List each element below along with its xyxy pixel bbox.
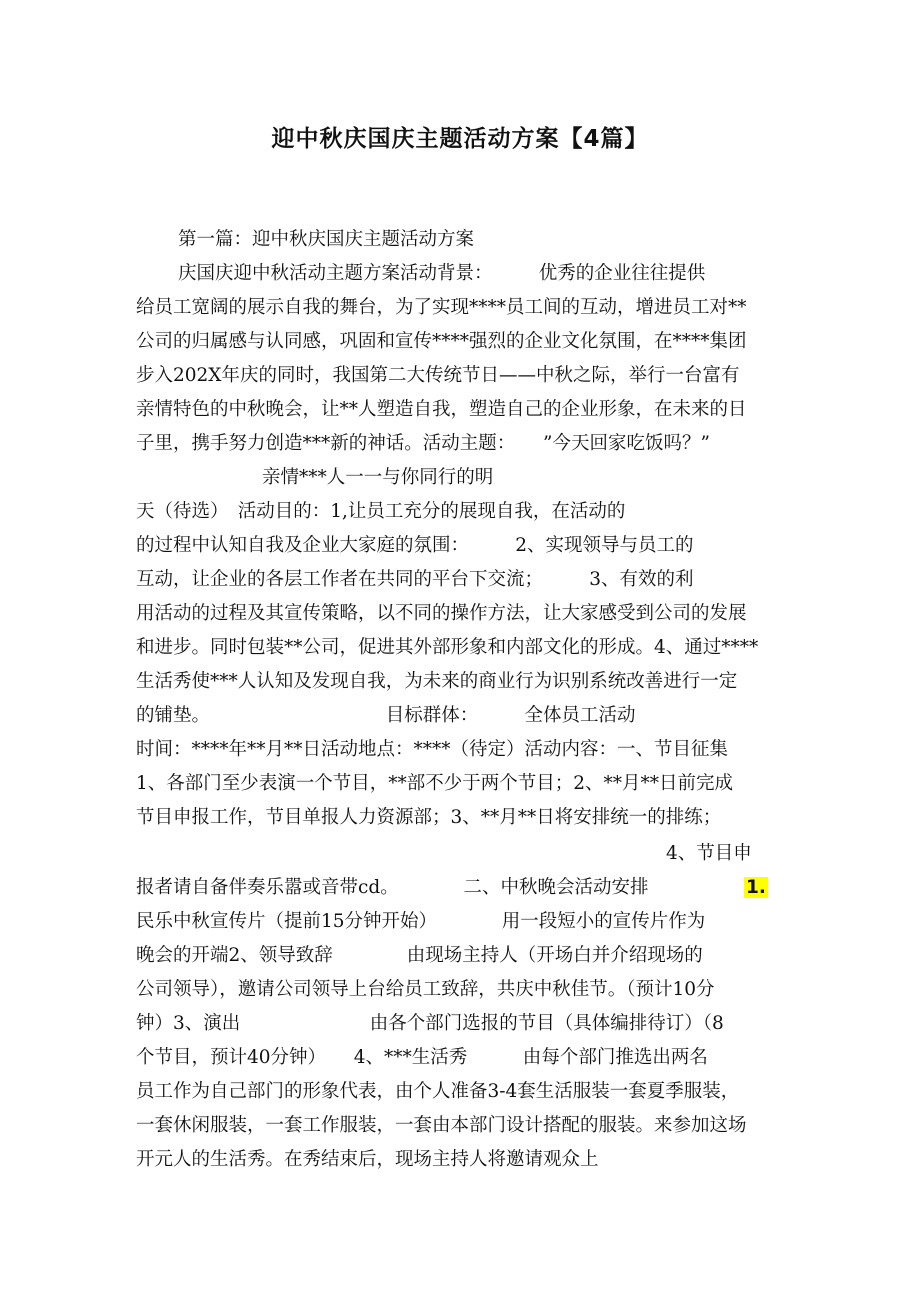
text-line: 给员工宽阔的展示自我的舞台，为了实现****员工间的互动，增进员工对** [136,297,747,318]
highlighted-number: 1. [746,877,766,898]
text-line: 子里，携手努力创造***新的神话。活动主题： ”今天回家吃饭吗？” [136,433,710,454]
text-line: 步入202X年庆的同时，我国第二大传统节日——中秋之际，举行一台富有 [136,365,740,386]
text-line: 庆国庆迎中秋活动主题方案活动背景： 优秀的企业往往提供 [178,263,706,284]
text-line: 报者请自备伴奏乐嚣或音带cd。 二、中秋晚会活动安排 [136,877,649,898]
text-line: 的过程中认知自我及企业大家庭的氛围： 2、实现领导与员工的 [136,535,694,556]
text-line: 钟）3、演出 由各个部门选报的节目（具体编排待订）（8 [136,1013,724,1034]
text-line: 时间：****年**月**日活动地点：****（待定）活动内容：一、节目征集 [136,739,729,760]
text-line: 用活动的过程及其宣传策略，以不同的操作方法，让大家感受到公司的发展 [136,603,747,624]
text-line: 开元人的生活秀。在秀结束后，现场主持人将邀请观众上 [136,1149,599,1170]
document-title: 迎中秋庆国庆主题活动方案【4篇】 [271,126,649,152]
text-line: 的铺垫。 目标群体： 全体员工活动 [136,705,636,726]
text-line: 1、各部门至少表演一个节目，**部不少于两个节目；2、**月**日前完成 [136,773,734,794]
text-line: 亲情特色的中秋晚会，让**人塑造自我，塑造自己的企业形象，在未来的日 [136,399,747,420]
text-line: 互动，让企业的各层工作者在共同的平台下交流； 3、有效的利 [136,569,694,590]
text-line: 员工作为自己部门的形象代表，由个人准备3-4套生活服装一套夏季服装， [136,1081,740,1102]
text-line: 4、节目申 [666,843,752,864]
text-line: 公司的归属感与认同感，巩固和宣传****强烈的企业文化氛围，在****集团 [136,331,747,352]
text-line: 晚会的开端2、领导致辞 由现场主持人（开场白并介绍现场的 [136,945,703,966]
text-line: 和进步。同时包装**公司，促进其外部形象和内部文化的形成。4、通过**** [136,637,759,658]
text-line: 公司领导），邀请公司领导上台给员工致辞，共庆中秋佳节。（预计10分 [136,979,715,1000]
text-line: 亲情***人一一与你同行的明 [262,467,494,488]
text-line: 个节目，预计40分钟） 4、***生活秀 由每个部门推选出两名 [136,1047,708,1068]
text-line: 第一篇：迎中秋庆国庆主题活动方案 [178,229,475,250]
text-line: 民乐中秋宣传片（提前15分钟开始） 用一段短小的宣传片作为 [136,911,706,932]
text-line: 节目申报工作，节目单报人力资源部；3、**月**日将安排统一的排练； [136,807,722,828]
text-line: 天（待选） 活动目的：1,让员工充分的展现自我，在活动的 [136,501,626,522]
text-line: 生活秀使***人认知及发现自我，为未来的商业行为识别系统改善进行一定 [136,671,738,692]
text-line: 一套休闲服装，一套工作服装，一套由本部门设计搭配的服装。来参加这场 [136,1115,747,1136]
text-line [744,876,768,900]
